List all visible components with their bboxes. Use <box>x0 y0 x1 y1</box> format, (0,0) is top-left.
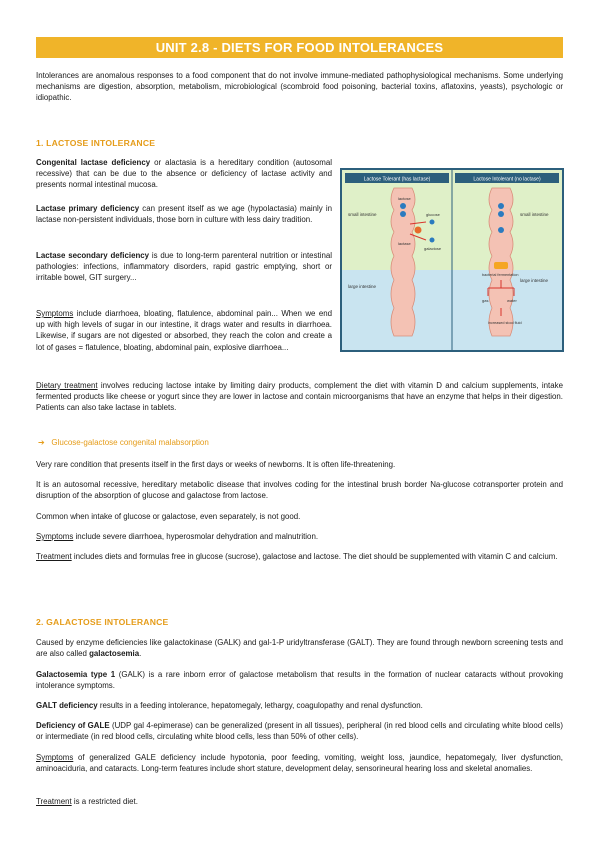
term-congenital-lactase: Congenital lactase deficiency <box>36 158 151 167</box>
term-secondary-deficiency: Lactase secondary deficiency <box>36 251 150 260</box>
text-galactosemia-type1: (GALK) is a rare inborn error of galactose metabolism that results in the formation of nuclear cataracts without provoking intolerance symptoms. <box>36 670 563 691</box>
left-lactose-label: lactose <box>398 196 411 201</box>
right-large-intestine-label: large intestine <box>520 278 549 283</box>
paragraph-primary-deficiency <box>36 203 332 225</box>
lactase-label: lactase <box>398 241 411 246</box>
subsection-title: Glucose-galactose congenital malabsorption <box>51 438 209 447</box>
paragraph-lactose-symptoms <box>36 308 332 353</box>
paragraph-gale-deficiency <box>36 720 563 742</box>
text-dietary-treatment: involves reducing lactose intake by limiting dairy products, complement the diet with vitamin D and calcium supplements, intake fermented products like cheese or yogurt since they are lower in lactose and contain microorganisms that have an enzyme that helps in their digestion. Patients can also take lactase in tablets. <box>36 381 563 413</box>
paragraph-gale-treatment <box>36 796 563 807</box>
label-dietary-treatment: Dietary treatment <box>36 381 98 390</box>
text-gale-symptoms: of generalized GALE deficiency include hypotonia, poor feeding, vomiting, weight loss, jaundice, hepatomegaly, liver dysfunction, aminoaciduria, and cataracts. Long-term features include short stature, development delay, sensorineural hearing loss and skeletal anomalies. <box>36 753 563 774</box>
label-gg-treatment: Treatment <box>36 552 72 561</box>
paragraph-congenital-lactase <box>36 157 332 191</box>
lactose-intolerance-diagram <box>340 168 564 352</box>
term-galactosemia-type1: Galactosemia type 1 <box>36 670 116 679</box>
right-lactose-molecule-2 <box>498 211 504 217</box>
left-small-intestine-label: small intestine <box>348 212 377 217</box>
stool-label: increased stool fluid <box>488 321 522 325</box>
label-gale-symptoms: Symptoms <box>36 753 74 762</box>
right-lactose-molecule <box>498 203 504 209</box>
page-title: UNIT 2.8 - DIETS FOR FOOD INTOLERANCES <box>36 37 563 58</box>
left-lactose-molecule <box>400 203 406 209</box>
paragraph-gg-intake: Common when intake of glucose or galactose, even separately, is not good. <box>36 512 301 521</box>
left-panel-title: Lactose Tolerant (has lactase) <box>363 176 431 183</box>
label-gale-treatment: Treatment <box>36 797 72 806</box>
paragraph-secondary-deficiency <box>36 250 332 284</box>
paragraph-dietary-treatment <box>36 380 563 414</box>
text-galt-deficiency: results in a feeding intolerance, hepatomegaly, lethargy, coagulopathy and renal dysfunction. <box>97 701 423 710</box>
paragraph-gg-treatment <box>36 551 563 562</box>
right-panel-title: Lactose Intolerant (no lactase) <box>473 176 541 183</box>
left-lactose-molecule-2 <box>400 211 406 217</box>
section-heading-lactose: 1. LACTOSE INTOLERANCE <box>36 138 156 148</box>
text-gg-treatment: includes diets and formulas free in glucose (sucrose), galactose and lactose. The diet should be supplemented with vitamin C and calcium. <box>71 552 558 561</box>
diagram-svg <box>342 170 562 350</box>
text-gg-symptoms: include severe diarrhoea, hyperosmolar dehydration and malnutrition. <box>73 532 319 541</box>
text-gale-treatment: is a restricted diet. <box>71 797 138 806</box>
intro-paragraph: Intolerances are anomalous responses to a food component that do not involve immune-mediated pathophysiological mechanisms. Some underlying mechanisms are digestion, absorption, metabolism, microbiological (scombroid food poisoning, bacterial toxins, aflatoxins, yeasts), psychologic or idiopathic. <box>36 71 563 103</box>
paragraph-galt-deficiency <box>36 700 563 711</box>
left-intestine-tube <box>391 188 415 336</box>
paragraph-gale-symptoms <box>36 752 563 774</box>
label-symptoms: Symptoms <box>36 309 74 318</box>
gas-label: gas <box>482 298 489 303</box>
text-congenital-lactase: or alactasia is a hereditary condition (autosomal recessive) that can be due to the absence or deficiency of lactase activity and presents normal intestinal mucosa. <box>36 158 332 190</box>
fermentation-label: bacterial fermentation <box>482 273 519 277</box>
right-small-intestine-label: small intestine <box>520 212 549 217</box>
glucose-label: glucose <box>426 212 440 217</box>
paragraph-gg-genetics: It is an autosomal recessive, hereditary metabolic disease that involves coding for the intestinal brush border Na-glucose cotransporter protein and disruption of the absorption of glucose and galactose from lactose. <box>36 480 563 501</box>
lactase-enzyme <box>415 227 422 234</box>
galactose-molecule <box>430 238 435 243</box>
fermentation-block <box>494 262 508 269</box>
paragraph-galactosemia-intro <box>36 637 563 659</box>
term-galt-deficiency: GALT deficiency <box>36 701 98 710</box>
text-primary-deficiency: can present itself as we age (hypolactasia) mainly in lactase non-persistent individuals, those born in culture with less dairy tradition. <box>36 204 332 225</box>
paragraph-galactosemia-type1 <box>36 669 563 691</box>
text-gale-deficiency: (UDP gal 4-epimerase) can be generalized (present in all tissues), peripheral (in red blood cells and circulating white blood cells) or intermediate (in red blood cells, circulating white blood cells, less than 50% of other cells). <box>36 721 563 742</box>
paragraph-gg-symptoms <box>36 531 563 542</box>
galactose-label: galactose <box>424 246 442 251</box>
text-lactose-symptoms: include diarrhoea, bloating, flatulence, abdominal pain... When we end up with high levels of sugar in our intestine, it drags water and results in diarrhoea. Likewise, if sugars are not digested or absorbed, they reach the colon and create a lot of gases = flatulence, bloating, abdominal pain, explosive diarrhoea... <box>36 309 332 352</box>
water-label: water <box>507 298 517 303</box>
left-large-intestine-label: large intestine <box>348 284 377 289</box>
right-lactose-molecule-3 <box>498 227 504 233</box>
glucose-molecule <box>430 220 435 225</box>
arrow-icon: ➔ <box>38 438 45 447</box>
subsection-heading-glucose-galactose <box>38 438 209 447</box>
paragraph-gg-intro: Very rare condition that presents itself in the first days or weeks of newborns. It is often life-threatening. <box>36 460 396 469</box>
term-primary-deficiency: Lactase primary deficiency <box>36 204 140 213</box>
term-gale-deficiency: Deficiency of GALE <box>36 721 110 730</box>
text-secondary-deficiency: is due to long-term parenteral nutrition or intestinal pathologies: infections, inflammatory disorders, rapid gastric emptying, short or irritable bowel, GIT surgery... <box>36 251 332 283</box>
section-heading-galactose: 2. GALACTOSE INTOLERANCE <box>36 617 169 627</box>
label-gg-symptoms: Symptoms <box>36 532 74 541</box>
text-galactosemia-intro: Caused by enzyme deficiencies like galactokinase (GALK) and gal-1-P uridyltransferase (GALT). They are found through newborn screening tests and are also called <box>36 638 563 659</box>
term-galactosemia: galactosemia <box>89 649 140 659</box>
text-galactosemia-end: . <box>139 649 142 659</box>
